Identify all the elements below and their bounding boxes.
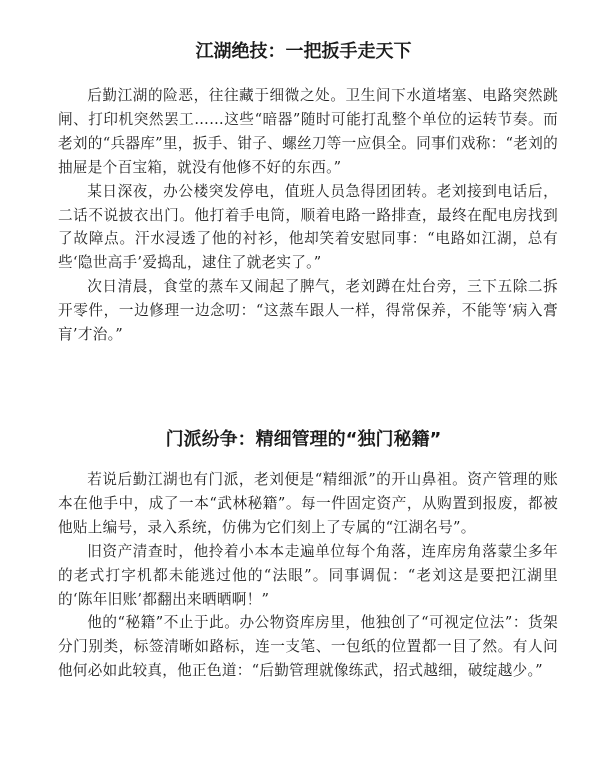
section-body-jianghu-skills xyxy=(58,84,558,347)
section-title-jianghu-skills: 江湖绝技：一把扳手走天下 xyxy=(195,41,412,62)
paragraph: 次日清晨，食堂的蒸车又闹起了脾气，老刘蹲在灶台旁，三下五除二拆开零件，一边修理一边念叨：“这蒸车跟人一样，得常保养，不能等‘病入膏肓’才治。” xyxy=(58,278,558,344)
section-title-sect-dispute: 门派纷争：精细管理的“独门秘籍” xyxy=(165,429,442,450)
paragraph: 后勤江湖的险恶，往往藏于细微之处。卫生间下水道堵塞、电路突然跳闸、打印机突然罢工……这些“暗器”随时可能打乱整个单位的运转节奏。而老刘的“兵器库”里，扳手、钳子、螺丝刀等一应俱全。同事们戏称：“老刘的抽屉是个百宝箱，就没有他修不好的东西。” xyxy=(58,87,558,176)
paragraph: 若说后勤江湖也有门派，老刘便是“精细派”的开山鼻祖。资产管理的账本在他手中，成了一本“武林秘籍”。每一件固定资产，从购置到报废，都被他贴上编号，录入系统，仿佛为它们刻上了专属的“江湖名号”。 xyxy=(58,471,558,536)
paragraph: 旧资产清查时，他拎着小本本走遍单位每个角落，连库房角落蒙尘多年的老式打字机都未能逃过他的“法眼”。同事调侃：“老刘这是要把江湖里的‘陈年旧账’都翻出来晒晒啊！” xyxy=(58,542,558,608)
paragraph: 某日深夜，办公楼突发停电，值班人员急得团团转。老刘接到电话后，二话不说披衣出门。他打着手电筒，顺着电路一路排查，最终在配电房找到了故障点。汗水浸透了他的衬衫，他却笑着安慰同事：“电路如江湖，总有些‘隐世高手’爱捣乱，逮住了就老实了。” xyxy=(58,182,558,272)
section-body-sect-dispute xyxy=(58,468,558,683)
paragraph: 他的“秘籍”不止于此。办公物资库房里，他独创了“可视定位法”：货架分门别类，标签清晰如路标，连一支笔、一包纸的位置都一目了然。有人问他何必如此较真，他正色道：“后勤管理就像练武，招式越细，破绽越少。” xyxy=(58,614,558,680)
